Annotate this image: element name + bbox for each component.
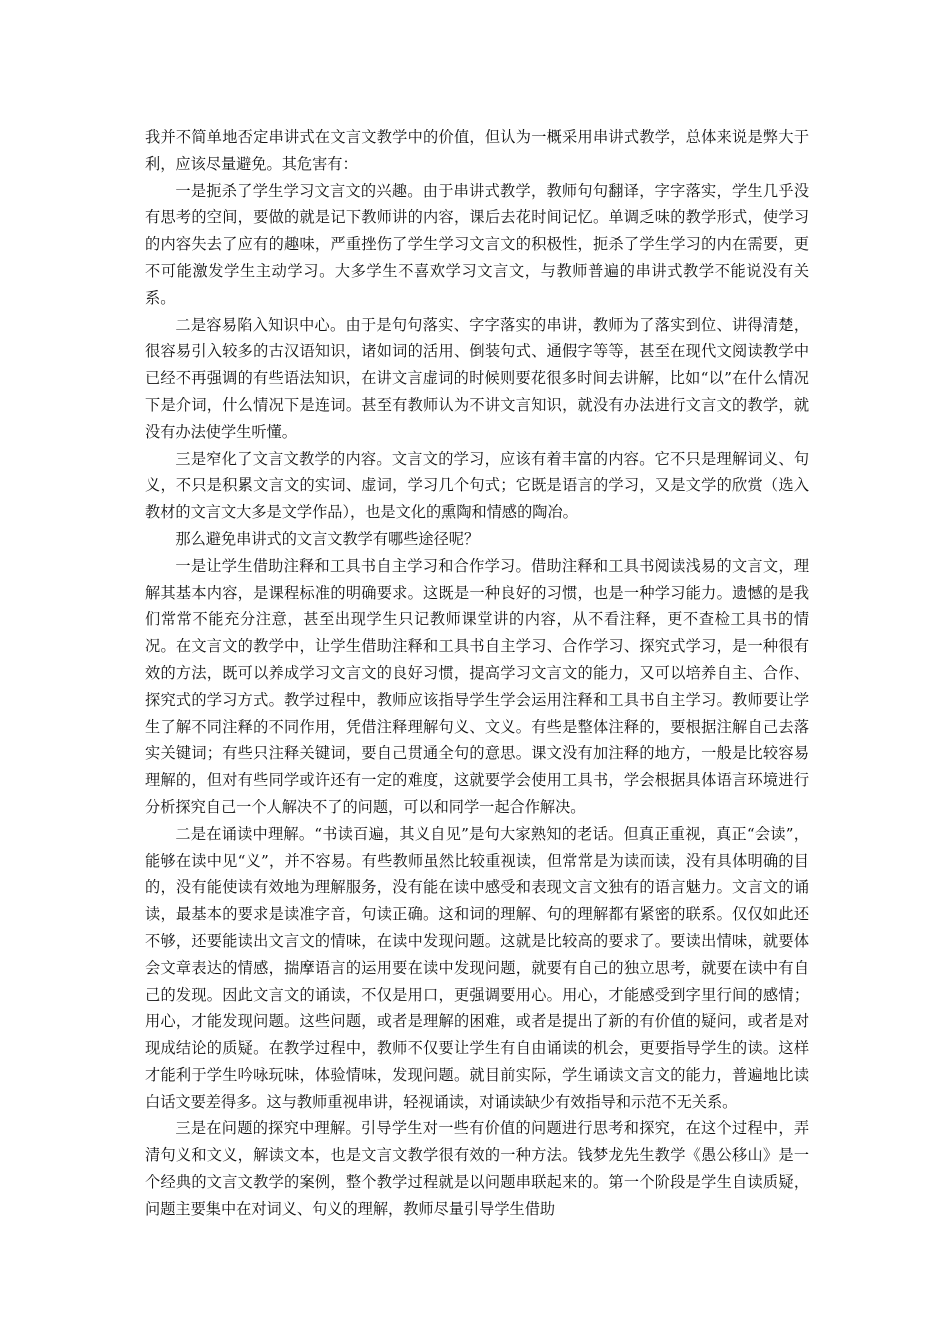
harm-paragraph-1: 一是扼杀了学生学习文言文的兴趣。由于串讲式教学，教师句句翻译，字字落实，学生几乎没有思考的空间，要做的就是记下教师讲的内容，课后去花时间记忆。单调乏味的教学形式，使学习的内容失去了应有的趣味，严重挫伤了学生学习文言文的积极性，扼杀了学生学习的内在需要，更不可能激发学生主动学习。大多学生不喜欢学习文言文，与教师普遍的串讲式教学不能说没有关系。	[145, 181, 809, 307]
method-paragraph-1: 一是让学生借助注释和工具书自主学习和合作学习。借助注释和工具书阅读浅易的文言文，理解其基本内容，是课程标准的明确要求。这既是一种良好的习惯，也是一种学习能力。遗憾的是我们常常不能充分注意，甚至出现学生只记教师课堂讲的内容，从不看注释，更不查检工具书的情况。在文言文的教学中，让学生借助注释和工具书自主学习、合作学习、探究式学习，是一种很有效的方法，既可以养成学习文言文的良好习惯，提高学习文言文的能力，又可以培养自主、合作、探究式的学习方式。教学过程中，教师应该指导学生学会运用注释和工具书自主学习。教师要让学生了解不同注释的不同作用，凭借注释理解句义、文义。有些是整体注释的，要根据注解自己去落实关键词；有些只注释关键词，要自己贯通全句的意思。课文没有加注释的地方，一般是比较容易理解的，但对有些同学或许还有一定的难度，这就要学会使用工具书，学会根据具体语言环境进行分析探究自己一个人解决不了的问题，可以和同学一起合作解决。	[145, 556, 809, 816]
method-paragraph-2: 二是在诵读中理解。“书读百遍，其义自见”是句大家熟知的老话。但真正重视，真正“会读”，能够在读中见“义”，并不容易。有些教师虽然比较重视读，但常常是为读而读，没有具体明确的目的，没有能使读有效地为理解服务，没有能在读中感受和表现文言文独有的语言魅力。文言文的诵读，最基本的要求是读准字音，句读正确。这和词的理解、句的理解都有紧密的联系。仅仅如此还不够，还要能读出文言文的情味，在读中发现问题。这就是比较高的要求了。要读出情味，就要体会文章表达的情感，揣摩语言的运用要在读中发现问题，就要有自己的独立思考，就要在读中有自己的发现。因此文言文的诵读，不仅是用口，更强调要用心。用心，才能感受到字里行间的感情；用心，才能发现问题。这些问题，或者是理解的困难，或者是提出了新的有价值的疑问，或者是对现成结论的质疑。在教学过程中，教师不仅要让学生有自由诵读的机会，更要指导学生的读。这样才能利于学生吟咏玩味，体验情味，发现问题。就目前实际，学生诵读文言文的能力，普遍地比读白话文要差得多。这与教师重视串讲，轻视诵读，对诵读缺少有效指导和示范不无关系。	[145, 824, 809, 1111]
harm-paragraph-3: 三是窄化了文言文教学的内容。文言文的学习，应该有着丰富的内容。它不只是理解词义、句义，不只是积累文言文的实词、虚词，学习几个句式；它既是语言的学习，又是文学的欣赏（选入教材的文言文大多是文学作品），也是文化的熏陶和情感的陶冶。	[145, 449, 809, 522]
transition-question: 那么避免串讲式的文言文教学有哪些途径呢？	[175, 529, 480, 548]
harm-paragraph-2: 二是容易陷入知识中心。由于是句句落实、字字落实的串讲，教师为了落实到位、讲得清楚，很容易引入较多的古汉语知识，诸如词的活用、倒装句式、通假字等等，甚至在现代文阅读教学中已经不再强调的有些语法知识，在讲文言虚词的时候则要花很多时间去讲解，比如“以”在什么情况下是介词，什么情况下是连词。甚至有教师认为不讲文言知识，就没有办法进行文言文的教学，就没有办法使学生听懂。	[145, 315, 809, 441]
intro-paragraph: 我并不简单地否定串讲式在文言文教学中的价值，但认为一概采用串讲式教学，总体来说是弊大于利，应该尽量避免。其危害有：	[145, 128, 809, 173]
document-body	[145, 124, 809, 1223]
method-paragraph-3: 三是在问题的探究中理解。引导学生对一些有价值的问题进行思考和探究，在这个过程中，弄清句义和文义，解读文本，也是文言文教学很有效的一种方法。钱梦龙先生教学《愚公移山》是一个经典的文言文教学的案例，整个教学过程就是以问题串联起来的。第一个阶段是学生自读质疑，问题主要集中在对词义、句义的理解，教师尽量引导学生借助	[145, 1119, 809, 1218]
